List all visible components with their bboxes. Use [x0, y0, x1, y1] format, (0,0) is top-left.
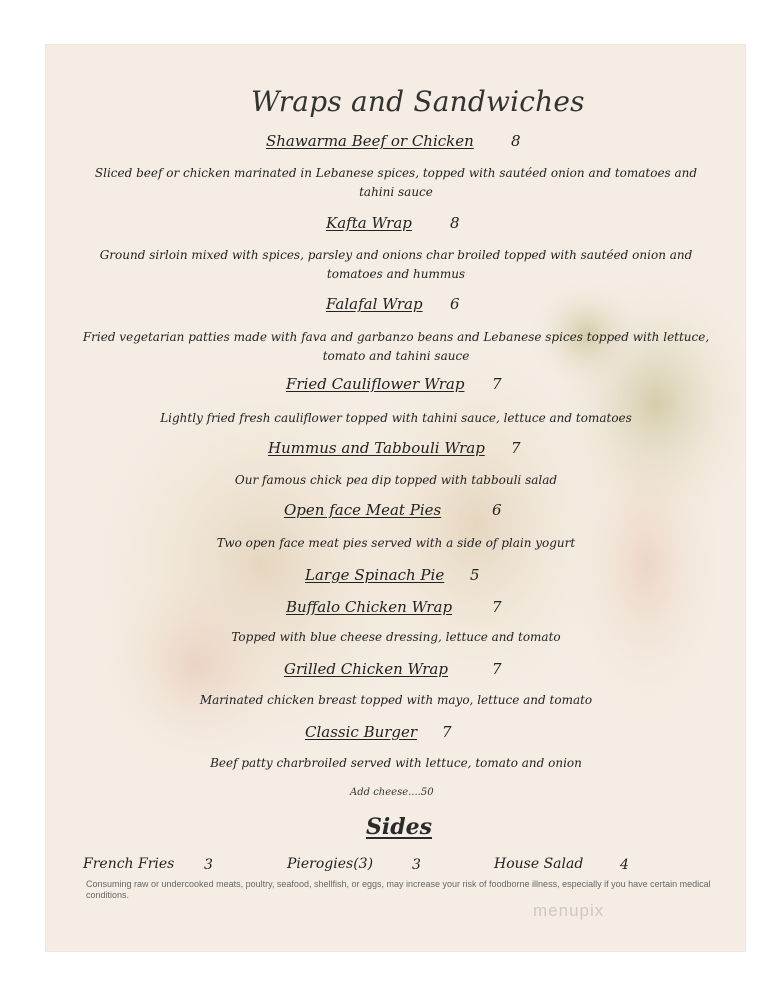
- menu-item-name: Grilled Chicken Wrap: [284, 660, 448, 678]
- menu-item-price: 8: [450, 214, 460, 232]
- menu-item-price: 6: [492, 501, 502, 519]
- menu-item-price: 7: [492, 598, 502, 616]
- menu-item-description: Fried vegetarian patties made with fava and garbanzo beans and Lebanese spices topped with lettuce, tomato and tahini sauce: [82, 330, 710, 363]
- menu-item-description: Two open face meat pies served with a side of plain yogurt: [216, 536, 576, 550]
- menu-item-name: Falafal Wrap: [326, 295, 423, 313]
- menu-item-price: 7: [511, 439, 521, 457]
- menu-title: Wraps and Sandwiches: [251, 85, 585, 118]
- menu-item-description: Marinated chicken breast topped with mayo, lettuce and tomato: [199, 693, 593, 707]
- menu-item-name: Buffalo Chicken Wrap: [286, 598, 453, 616]
- menu-item-price: 6: [450, 295, 460, 313]
- menu-item-price: 7: [492, 660, 502, 678]
- menu-item-description: Lightly fried fresh cauliflower topped with tahini sauce, lettuce and tomatoes: [160, 411, 632, 425]
- menu-item-description: Topped with blue cheese dressing, lettuce and tomato: [231, 630, 561, 644]
- menu-item-description: Sliced beef or chicken marinated in Lebanese spices, topped with sautéed onion and tomatoes and tahini sauce: [94, 166, 698, 199]
- menupix-watermark: menupix: [533, 901, 605, 920]
- menu-content: [46, 45, 745, 951]
- food-safety-disclaimer: Consuming raw or undercooked meats, poultry, seafood, shellfish, or eggs, may increase your risk of foodborne illness, especially if you have certain medical conditions.: [86, 879, 711, 900]
- add-cheese-note: Add cheese....50: [350, 787, 434, 798]
- menu-item-description: Ground sirloin mixed with spices, parsley and onions char broiled topped with sautéed onion and tomatoes and hummus: [99, 248, 693, 281]
- menu-item-name: Open face Meat Pies: [284, 501, 442, 519]
- menu-item-name: Shawarma Beef or Chicken: [266, 132, 474, 150]
- menu-item-name: Fried Cauliflower Wrap: [286, 375, 465, 393]
- side-item-price: 3: [204, 857, 213, 873]
- menu-item-price: 5: [470, 566, 480, 584]
- menu-item-price: 7: [492, 375, 502, 393]
- menu-item-name: Large Spinach Pie: [305, 566, 445, 584]
- side-item-price: 4: [620, 857, 629, 873]
- sides-title: Sides: [366, 814, 433, 840]
- side-item-name: Pierogies(3): [287, 856, 374, 872]
- menu-item-price: 8: [511, 132, 521, 150]
- side-item-price: 3: [412, 857, 421, 873]
- menu-item-description: Beef patty charbroiled served with lettuce, tomato and onion: [210, 756, 582, 770]
- side-item-name: French Fries: [83, 856, 175, 872]
- menu-item-name: Kafta Wrap: [326, 214, 412, 232]
- menu-item-name: Hummus and Tabbouli Wrap: [268, 439, 485, 457]
- menu-item-name: Classic Burger: [305, 723, 418, 741]
- side-item-name: House Salad: [494, 856, 584, 872]
- menu-item-price: 7: [442, 723, 452, 741]
- menu-page: [46, 45, 745, 951]
- menu-item-description: Our famous chick pea dip topped with tabbouli salad: [234, 473, 558, 487]
